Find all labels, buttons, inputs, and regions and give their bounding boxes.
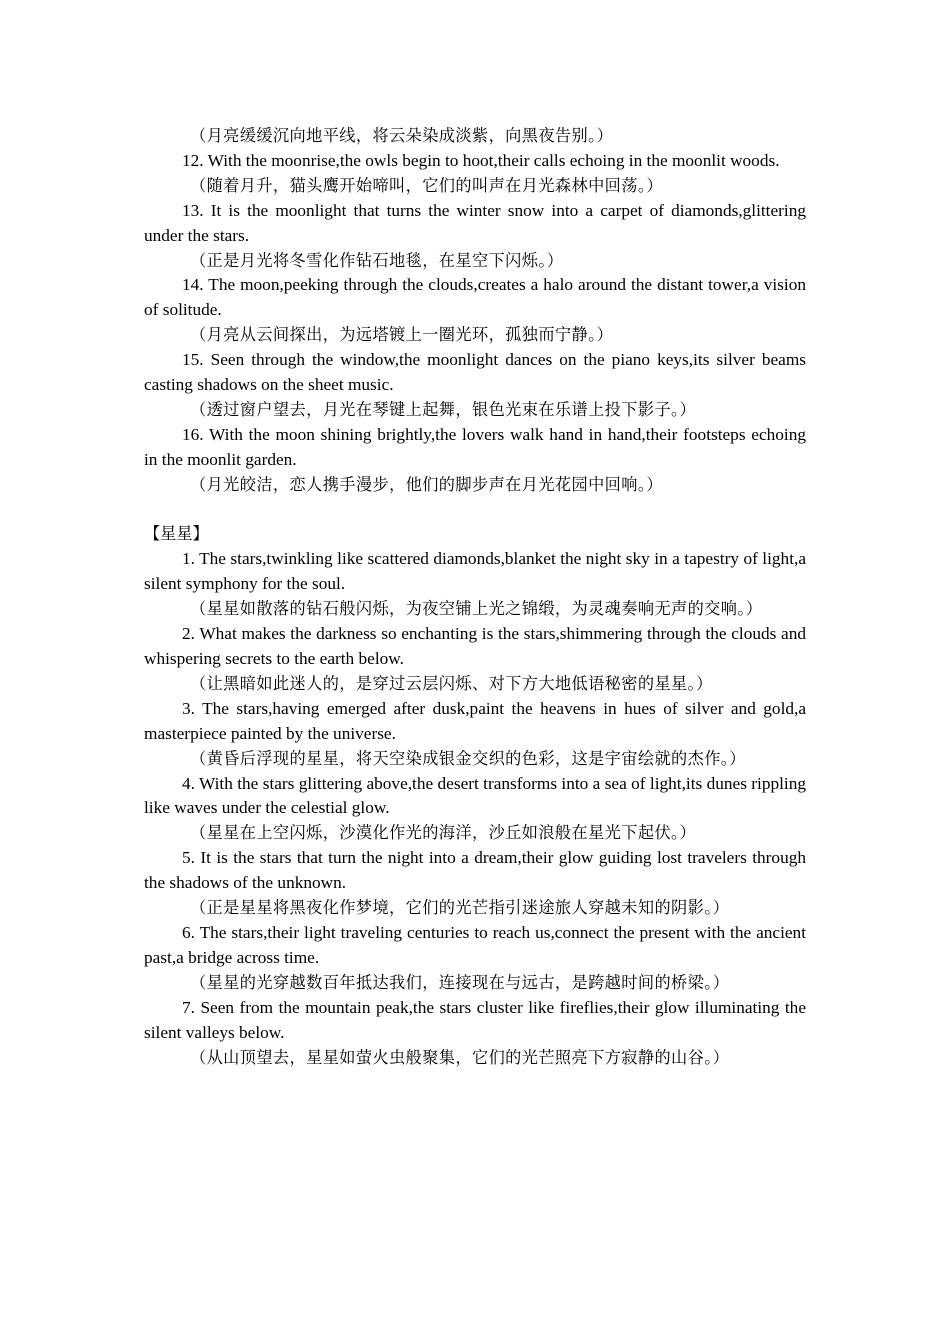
star-sentence-6: 6. The stars,their light traveling centuries to reach us,connect the present with the ancient past,a bridge across time. [144,922,806,967]
section-heading-stars: 【星星】 [144,524,209,544]
star-translation-6: （星星的光穿越数百年抵达我们，连接现在与远古，是跨越时间的桥梁。） [190,972,730,992]
star-translation-1: （星星如散落的钻石般闪烁，为夜空铺上光之锦缎，为灵魂奏响无声的交响。） [190,599,763,619]
star-sentence-3: 3. The stars,having emerged after dusk,paint the heavens in hues of silver and gold,a masterpiece painted by the universe. [144,698,806,743]
moon-sentence-12: 12. With the moonrise,the owls begin to hoot,their calls echoing in the moonlit woods. [182,150,780,170]
moon-translation-14: （月亮从云间探出，为远塔镀上一圈光环，孤独而宁静。） [190,325,614,345]
moon-translation-15: （透过窗户望去，月光在琴键上起舞，银色光束在乐谱上投下影子。） [190,399,697,419]
star-sentence-2: 2. What makes the darkness so enchanting is the stars,shimmering through the clouds and whispering secrets to the earth below. [144,624,806,669]
moon-translation-12: （随着月升，猫头鹰开始啼叫，它们的叫声在月光森林中回荡。） [190,175,663,195]
moon-sentence-14: 14. The moon,peeking through the clouds,creates a halo around the distant tower,a vision of solitude. [144,275,806,320]
moon-sentence-13: 13. It is the moonlight that turns the winter snow into a carpet of diamonds,glittering under the stars. [144,200,806,245]
star-sentence-1: 1. The stars,twinkling like scattered diamonds,blanket the night sky in a tapestry of light,a silent symphony for the soul. [144,549,806,594]
moon-sentence-16: 16. With the moon shining brightly,the lovers walk hand in hand,their footsteps echoing in the moonlit garden. [144,424,806,469]
moon-translation-16: （月光皎洁，恋人携手漫步，他们的脚步声在月光花园中回响。） [190,474,663,494]
star-translation-7: （从山顶望去，星星如萤火虫般聚集，它们的光芒照亮下方寂静的山谷。） [190,1047,730,1067]
document-page [144,124,806,1070]
moon-translation-13: （正是月光将冬雪化作钻石地毯，在星空下闪烁。） [190,250,564,270]
star-sentence-5: 5. It is the stars that turn the night into a dream,their glow guiding lost travelers through the shadows of the unknown. [144,848,806,893]
star-sentence-4: 4. With the stars glittering above,the desert transforms into a sea of light,its dunes rippling like waves under the celestial glow. [144,773,806,818]
star-translation-3: （黄昏后浮现的星星，将天空染成银金交织的色彩，这是宇宙绘就的杰作。） [190,748,746,768]
star-translation-5: （正是星星将黑夜化作梦境，它们的光芒指引迷途旅人穿越未知的阴影。） [190,898,730,918]
moon-translation-11: （月亮缓缓沉向地平线，将云朵染成淡紫，向黑夜告别。） [190,126,614,145]
star-sentence-7: 7. Seen from the mountain peak,the stars cluster like fireflies,their glow illuminating the silent valleys below. [144,997,806,1042]
star-translation-2: （让黑暗如此迷人的，是穿过云层闪烁、对下方大地低语秘密的星星。） [190,673,713,693]
moon-sentence-15: 15. Seen through the window,the moonlight dances on the piano keys,its silver beams casting shadows on the sheet music. [144,350,806,395]
star-translation-4: （星星在上空闪烁，沙漠化作光的海洋，沙丘如浪般在星光下起伏。） [190,823,697,843]
